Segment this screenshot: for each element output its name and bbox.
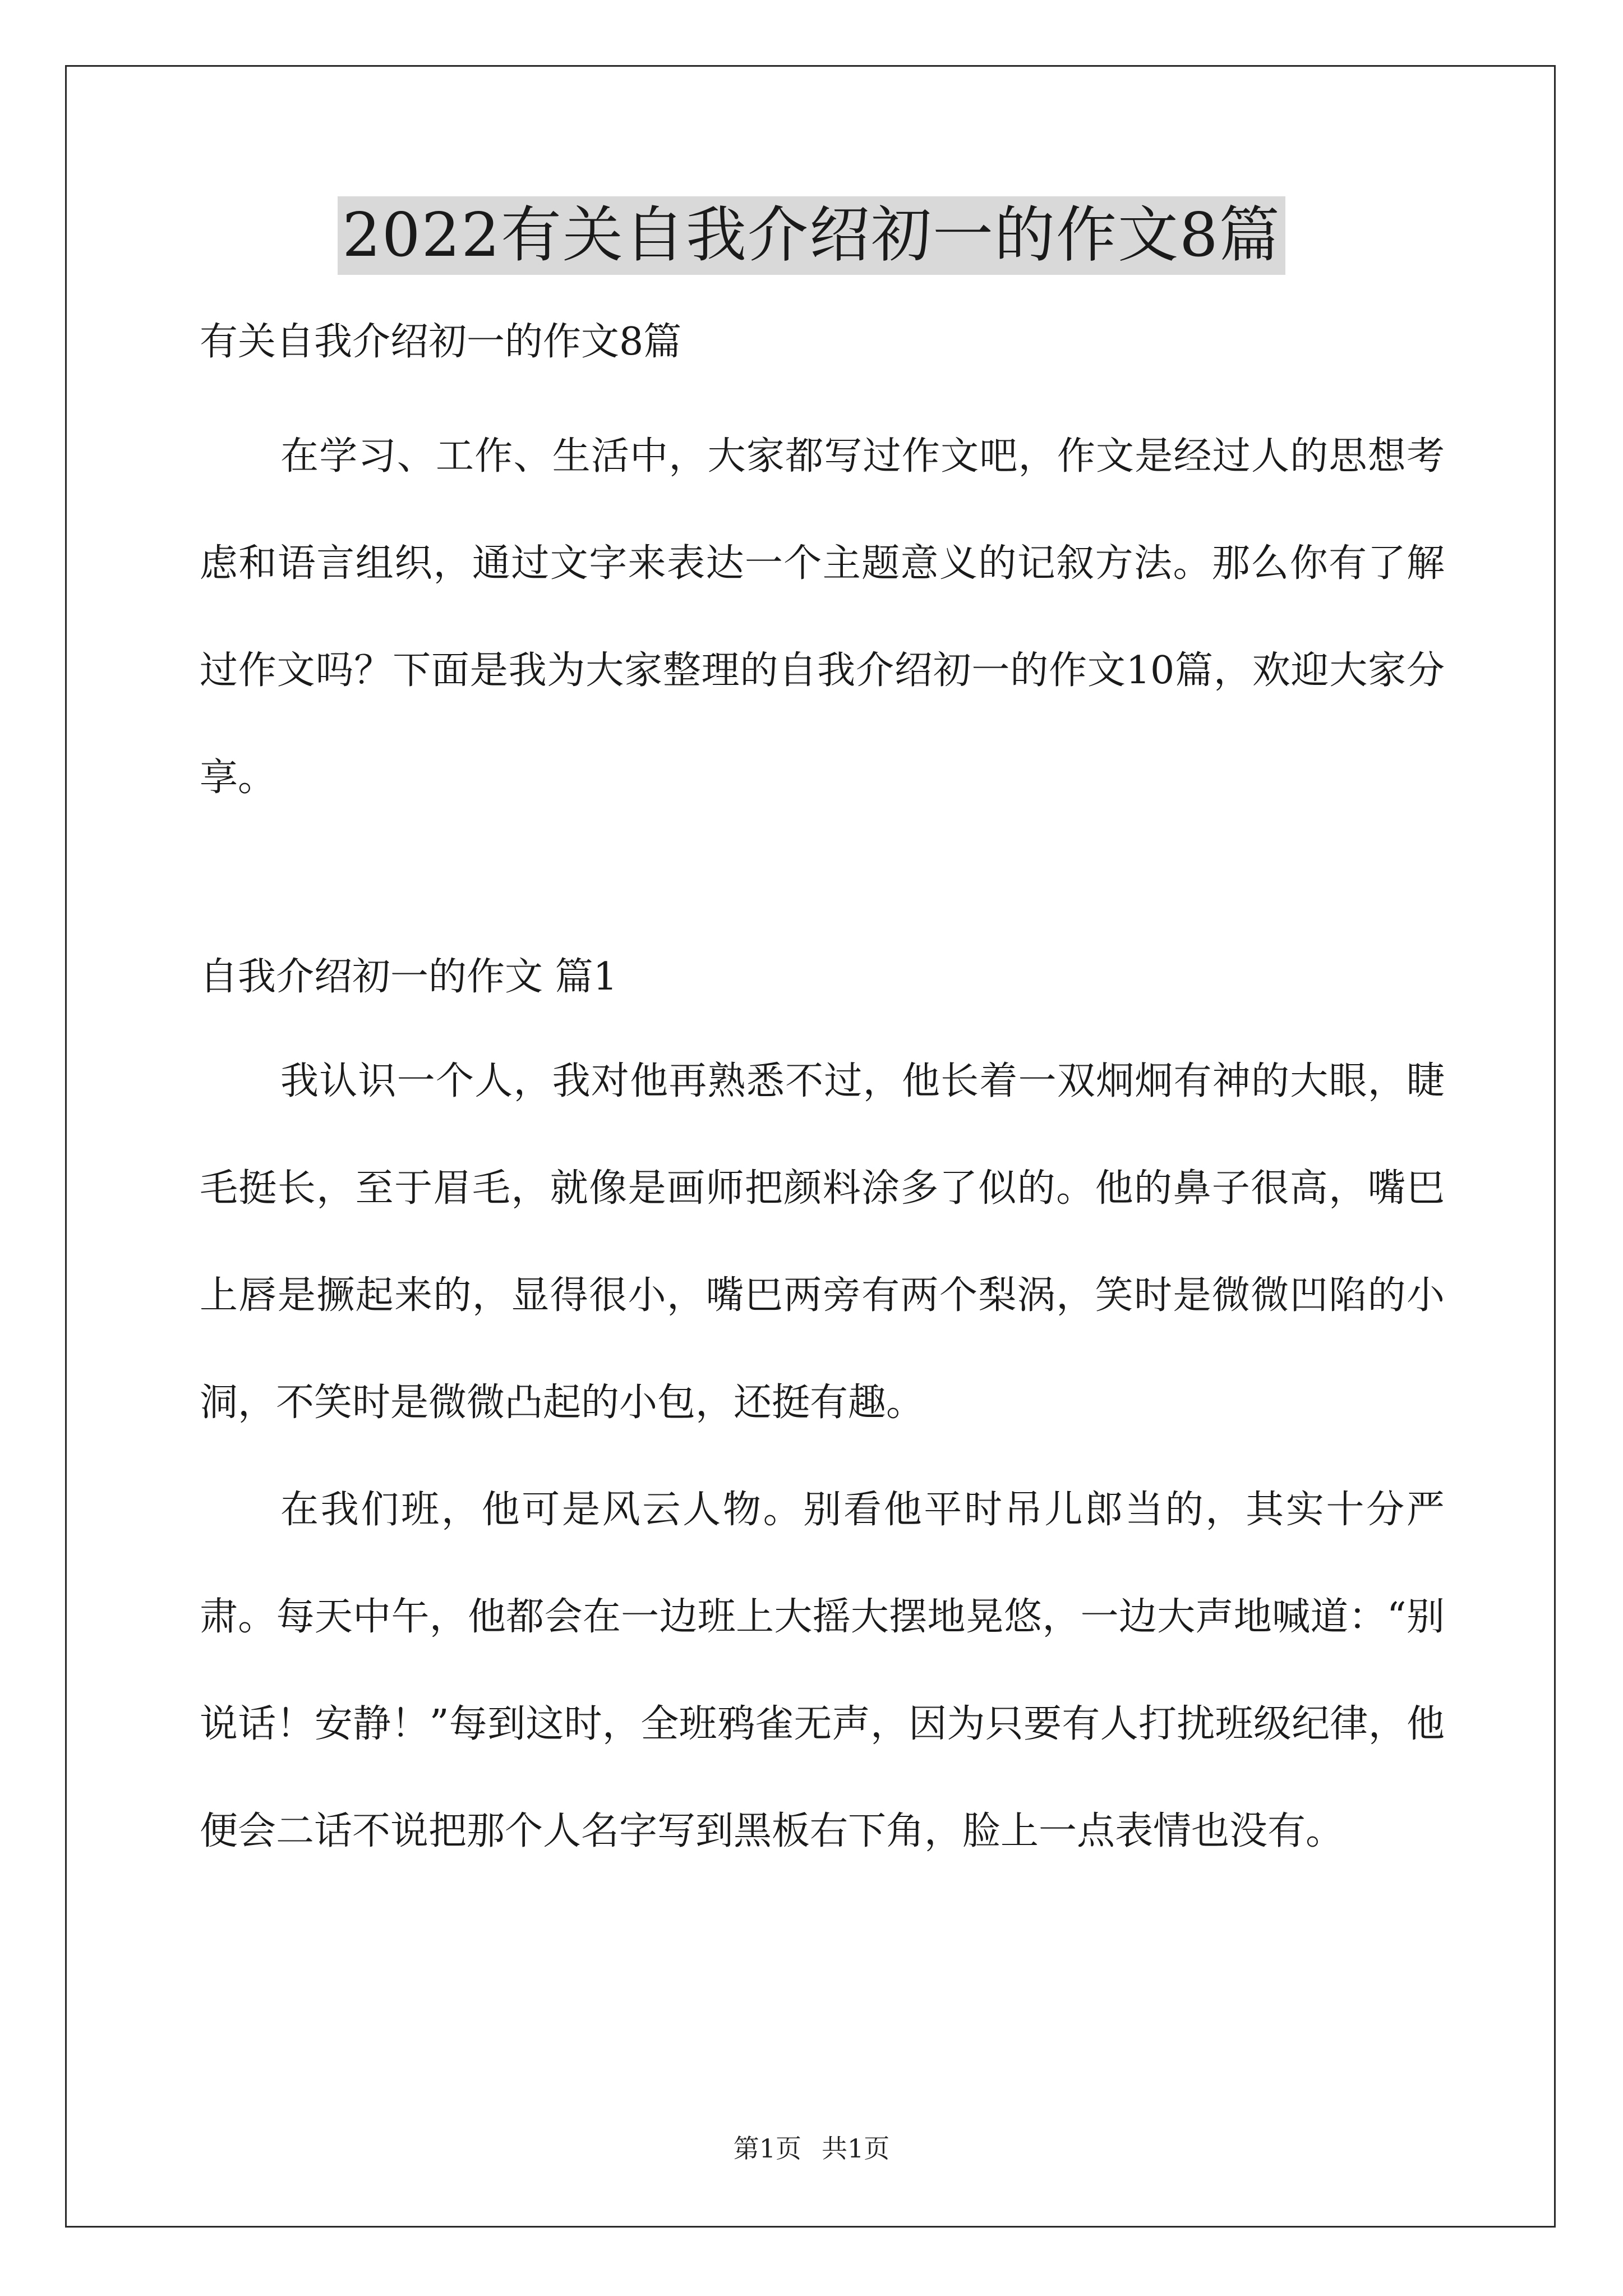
page-footer: [0, 2132, 1623, 2165]
document-body: [200, 314, 1445, 1885]
title-wrap: [0, 196, 1623, 275]
document-title: 2022有关自我介绍初一的作文8篇: [338, 196, 1285, 275]
body-paragraph: 我认识一个人，我对他再熟悉不过，他长着一双炯炯有神的大眼，睫毛挺长，至于眉毛，就像是画师把颜料涂多了似的。他的鼻子很高，嘴巴上唇是撅起来的，显得很小，嘴巴两旁有两个梨涡，笑时是微微凹陷的小洞，不笑时是微微凸起的小包，还挺有趣。: [200, 1059, 1445, 1425]
page-total: 共1页: [822, 2133, 890, 2164]
page-number: 第1页: [733, 2133, 801, 2164]
section-heading: 自我介绍初一的作文 篇1: [200, 955, 617, 999]
body-paragraph: 在我们班，他可是风云人物。别看他平时吊儿郎当的，其实十分严肃。每天中午，他都会在一边班上大摇大摆地晃悠，一边大声地喊道：“别说话！安静！”每到这时，全班鸦雀无声，因为只要有人打扰班级纪律，他便会二话不说把那个人名字写到黑板右下角，脸上一点表情也没有。: [200, 1488, 1445, 1853]
intro-paragraph: 在学习、工作、生活中，大家都写过作文吧，作文是经过人的思想考虑和语言组织，通过文字来表达一个主题意义的记叙方法。那么你有了解过作文吗？下面是我为大家整理的自我介绍初一的作文10篇，欢迎大家分享。: [200, 434, 1445, 800]
document-subtitle: 有关自我介绍初一的作文8篇: [200, 320, 682, 364]
